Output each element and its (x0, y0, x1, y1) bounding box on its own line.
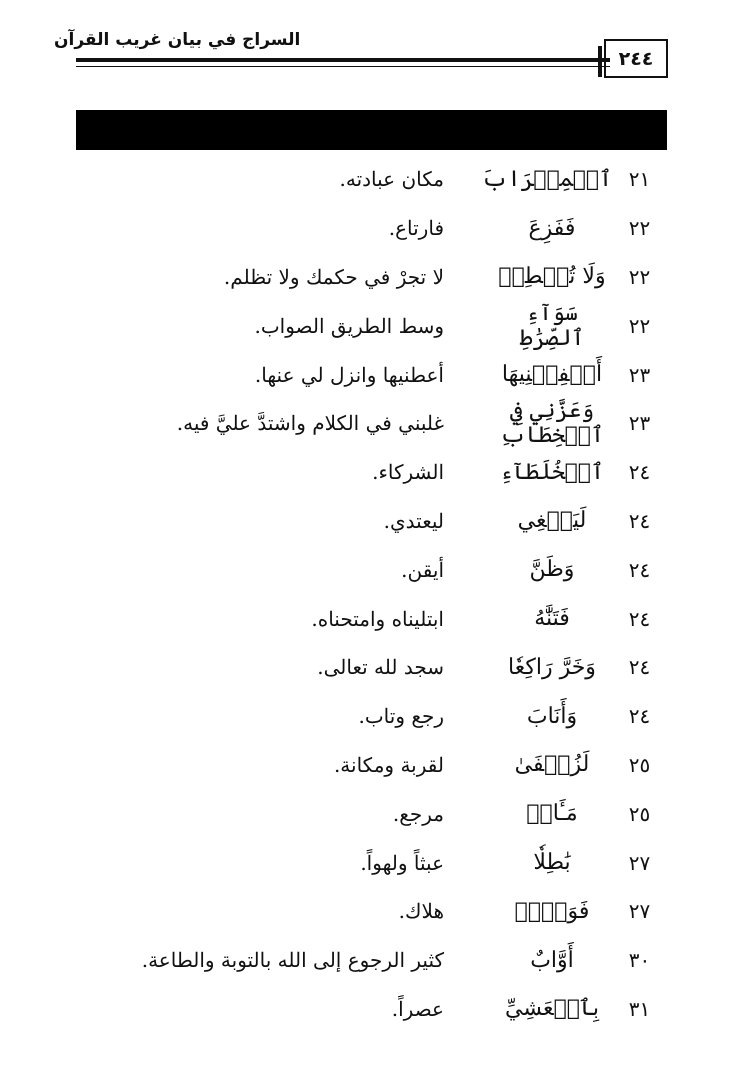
glossary-row (76, 545, 667, 594)
verse-number: ٢٧ (628, 850, 651, 875)
glossary-row (76, 497, 667, 546)
word-meaning: سجد لله تعالى. (317, 655, 444, 680)
word-meaning: مرجع. (392, 801, 444, 826)
word-meaning: فارتاع. (388, 216, 444, 241)
word-meaning: ليعتدي. (383, 508, 444, 533)
word-meaning: أيقن. (401, 557, 444, 582)
verse-number: ٢٤ (628, 508, 651, 533)
word-meaning: غلبني في الكلام واشتدَّ عليَّ فيه. (176, 411, 444, 436)
glossary-row (76, 692, 667, 741)
word-meaning: أعطنيها وانزل لي عنها. (254, 362, 444, 387)
quran-word: فَتَنَّٰهُ (534, 606, 570, 632)
quran-word: فَوَيۡلٞ (514, 898, 590, 924)
glossary-list (76, 155, 667, 1033)
header-rule-thin (76, 66, 610, 67)
glossary-row (76, 643, 667, 692)
glossary-row (76, 936, 667, 985)
verse-number: ٢٧ (628, 899, 651, 924)
quran-word: لَيَبۡغِي (517, 508, 587, 534)
quran-word: بَٰطِلٗا (533, 850, 571, 876)
glossary-row (76, 985, 667, 1034)
verse-number: ٢٤ (628, 606, 651, 631)
glossary-row (76, 448, 667, 497)
verse-number: ٢٥ (628, 801, 651, 826)
verse-number: ٢٣ (628, 362, 651, 387)
verse-number: ٢٢ (628, 216, 651, 241)
word-meaning: عبثاً ولهواً. (360, 850, 444, 875)
glossary-row (76, 350, 667, 399)
section-bar (76, 110, 667, 150)
glossary-row (76, 204, 667, 253)
quran-word: وَعَزَّنِي فِي ٱلۡخِطَابِ (500, 398, 604, 449)
word-meaning: عصراً. (391, 996, 444, 1021)
glossary-row (76, 838, 667, 887)
book-title: السراج في بيان غريب القرآن (54, 30, 301, 50)
verse-number: ٢٢ (628, 313, 651, 338)
header-rule (76, 58, 610, 62)
quran-word: ٱلۡخُلَطَآءِ (500, 459, 604, 485)
word-meaning: الشركاء. (372, 460, 444, 485)
glossary-row (76, 887, 667, 936)
quran-word: وَأَنَابَ (526, 703, 578, 729)
quran-word: مَـَٔابٖ (526, 801, 578, 827)
glossary-row (76, 741, 667, 790)
quran-word: وَلَا تُشۡطِطۡ (498, 264, 606, 290)
verse-number: ٢١ (628, 167, 651, 192)
glossary-row (76, 155, 667, 204)
verse-number: ٢٤ (628, 557, 651, 582)
quran-word: أَكۡفِلۡنِيهَا (501, 362, 603, 388)
quran-word: وَظَنَّ (529, 557, 575, 583)
quran-word: بِٱلۡعَشِيِّ (505, 996, 599, 1022)
verse-number: ٢٤ (628, 460, 651, 485)
glossary-row (76, 301, 667, 350)
word-meaning: لا تجرْ في حكمك ولا تظلم. (223, 264, 444, 289)
glossary-row (76, 253, 667, 302)
quran-word: وَخَرَّ رَاكِعٗا (508, 654, 596, 680)
quran-word: لَزُلۡفَىٰ (514, 752, 590, 778)
verse-number: ٢٢ (628, 264, 651, 289)
verse-number: ٣٠ (628, 948, 651, 973)
word-meaning: هلاك. (398, 899, 444, 924)
quran-word: ٱلۡمِحۡرَابَ (481, 166, 612, 192)
quran-word: سَوَآءِ ٱلصِّرَٰطِ (519, 300, 585, 351)
verse-number: ٢٤ (628, 704, 651, 729)
word-meaning: ابتليناه وامتحناه. (311, 606, 444, 631)
verse-number: ٢٥ (628, 752, 651, 777)
glossary-row (76, 399, 667, 448)
verse-number: ٢٤ (628, 655, 651, 680)
quran-word: أَوَّابٌ (530, 947, 574, 973)
word-meaning: وسط الطريق الصواب. (254, 313, 444, 338)
word-meaning: رجع وتاب. (358, 704, 444, 729)
word-meaning: كثير الرجوع إلى الله بالتوبة والطاعة. (141, 948, 444, 973)
page-number: ٢٤٤ (604, 39, 668, 78)
word-meaning: مكان عبادته. (339, 167, 444, 192)
verse-number: ٢٣ (628, 411, 651, 436)
word-meaning: لقربة ومكانة. (333, 752, 444, 777)
glossary-row (76, 789, 667, 838)
glossary-row (76, 594, 667, 643)
verse-number: ٣١ (628, 996, 651, 1021)
quran-word: فَفَزِعَ (528, 215, 576, 241)
